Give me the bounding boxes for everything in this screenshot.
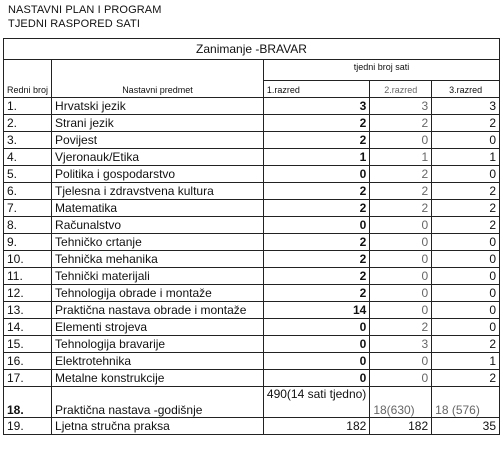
table-row <box>4 234 500 251</box>
table-title: Zanimanje -BRAVAR <box>4 39 500 60</box>
subject-name: Tjelesna i zdravstvena kultura <box>52 183 264 200</box>
hours-grade-1: 1 <box>263 149 369 166</box>
hours-grade-2: 0 <box>370 353 432 370</box>
subject-name: Praktična nastava -godišnje <box>52 387 264 418</box>
header-line-schedule: TJEDNI RASPORED SATI <box>8 18 140 30</box>
hours-grade-2: 0 <box>370 370 432 387</box>
hours-grade-1: 2 <box>263 115 369 132</box>
hours-grade-2: 182 <box>370 418 432 435</box>
hours-grade-3: 0 <box>432 132 500 149</box>
hours-grade-1: 0 <box>263 370 369 387</box>
hours-grade-2: 18(630) <box>370 387 432 418</box>
hours-grade-1: 2 <box>263 251 369 268</box>
table-row <box>4 166 500 183</box>
table-row <box>4 336 500 353</box>
table-row <box>4 302 500 319</box>
hours-grade-3: 0 <box>432 319 500 336</box>
row-number: 16. <box>4 353 52 370</box>
hours-grade-3: 0 <box>432 234 500 251</box>
col-header-grade-2: 2.razred <box>370 81 432 98</box>
header-line-plan: NASTAVNI PLAN I PROGRAM <box>8 4 162 16</box>
hours-grade-2: 0 <box>370 217 432 234</box>
row-number: 8. <box>4 217 52 234</box>
subject-name: Hrvatski jezik <box>52 98 264 115</box>
hours-grade-1: 0 <box>263 353 369 370</box>
hours-grade-3: 1 <box>432 353 500 370</box>
hours-grade-3: 35 <box>432 418 500 435</box>
hours-grade-3: 1 <box>432 149 500 166</box>
row-number: 3. <box>4 132 52 149</box>
row-number: 1. <box>4 98 52 115</box>
hours-grade-1: 0 <box>263 319 369 336</box>
hours-grade-2: 2 <box>370 183 432 200</box>
row-number: 12. <box>4 285 52 302</box>
table-row <box>4 149 500 166</box>
hours-grade-3: 3 <box>432 98 500 115</box>
table-row <box>4 268 500 285</box>
table-row <box>4 353 500 370</box>
table-row <box>4 370 500 387</box>
hours-grade-1: 0 <box>263 166 369 183</box>
row-number: 9. <box>4 234 52 251</box>
hours-grade-1: 182 <box>263 418 369 435</box>
col-header-subject: Nastavni predmet <box>52 60 264 98</box>
table-row <box>4 217 500 234</box>
table-row-annual-practice <box>4 387 500 418</box>
table-row <box>4 251 500 268</box>
header-row <box>4 60 500 81</box>
subject-name: Tehničko crtanje <box>52 234 264 251</box>
hours-grade-1: 2 <box>263 183 369 200</box>
hours-grade-2: 2 <box>370 319 432 336</box>
hours-grade-3: 0 <box>432 285 500 302</box>
table-row-summer-practice <box>4 418 500 435</box>
subject-name: Tehnička mehanika <box>52 251 264 268</box>
hours-grade-2: 2 <box>370 115 432 132</box>
hours-grade-1: 0 <box>263 336 369 353</box>
row-number: 4. <box>4 149 52 166</box>
hours-grade-2: 0 <box>370 285 432 302</box>
hours-grade-1: 2 <box>263 268 369 285</box>
subject-name: Praktična nastava obrade i montaže <box>52 302 264 319</box>
hours-grade-3: 18 (576) <box>432 387 500 418</box>
subject-name: Tehnički materijali <box>52 268 264 285</box>
hours-grade-2: 0 <box>370 251 432 268</box>
hours-grade-3: 2 <box>432 200 500 217</box>
hours-grade-1: 3 <box>263 98 369 115</box>
hours-grade-2: 0 <box>370 268 432 285</box>
subject-name: Elementi strojeva <box>52 319 264 336</box>
row-number: 6. <box>4 183 52 200</box>
hours-grade-3: 0 <box>432 302 500 319</box>
row-number: 19. <box>4 418 52 435</box>
subject-name: Matematika <box>52 200 264 217</box>
hours-grade-3: 2 <box>432 370 500 387</box>
subject-name: Povijest <box>52 132 264 149</box>
subject-name: Elektrotehnika <box>52 353 264 370</box>
subject-name: Strani jezik <box>52 115 264 132</box>
row-number: 17. <box>4 370 52 387</box>
hours-grade-2: 3 <box>370 336 432 353</box>
hours-grade-3: 2 <box>432 217 500 234</box>
subject-name: Metalne konstrukcije <box>52 370 264 387</box>
hours-grade-2: 0 <box>370 234 432 251</box>
table-row <box>4 98 500 115</box>
hours-grade-2: 0 <box>370 132 432 149</box>
hours-grade-3: 2 <box>432 115 500 132</box>
hours-grade-3: 2 <box>432 336 500 353</box>
hours-grade-1: 2 <box>263 132 369 149</box>
row-number: 18. <box>4 387 52 418</box>
row-number: 10. <box>4 251 52 268</box>
col-header-weekly-hours: tjedni broj sati <box>263 60 499 81</box>
title-row <box>4 39 500 60</box>
row-number: 5. <box>4 166 52 183</box>
hours-grade-2: 2 <box>370 200 432 217</box>
hours-grade-2: 0 <box>370 302 432 319</box>
subject-name: Politika i gospodarstvo <box>52 166 264 183</box>
table-row <box>4 183 500 200</box>
document-header <box>8 3 161 31</box>
hours-grade-2: 1 <box>370 149 432 166</box>
subject-name: Računalstvo <box>52 217 264 234</box>
hours-grade-1: 14 <box>263 302 369 319</box>
subject-name: Vjeronauk/Etika <box>52 149 264 166</box>
schedule-table <box>3 38 500 435</box>
hours-grade-1: 0 <box>263 217 369 234</box>
row-number: 13. <box>4 302 52 319</box>
hours-grade-2: 3 <box>370 98 432 115</box>
col-header-grade-3: 3.razred <box>432 81 500 98</box>
row-number: 2. <box>4 115 52 132</box>
table-row <box>4 285 500 302</box>
row-number: 11. <box>4 268 52 285</box>
hours-grade-1: 2 <box>263 200 369 217</box>
table-row <box>4 115 500 132</box>
hours-grade-3: 0 <box>432 251 500 268</box>
table-row <box>4 200 500 217</box>
subject-name: Ljetna stručna praksa <box>52 418 264 435</box>
row-number: 14. <box>4 319 52 336</box>
row-number: 7. <box>4 200 52 217</box>
col-header-number: Redni broj <box>4 60 52 98</box>
col-header-grade-1: 1.razred <box>263 81 369 98</box>
hours-grade-1: 2 <box>263 234 369 251</box>
hours-grade-3: 2 <box>432 183 500 200</box>
hours-grade-1: 490(14 sati tjedno) <box>263 387 369 418</box>
hours-grade-2: 2 <box>370 166 432 183</box>
hours-grade-3: 0 <box>432 268 500 285</box>
subject-name: Tehnologija bravarije <box>52 336 264 353</box>
row-number: 15. <box>4 336 52 353</box>
subject-name: Tehnologija obrade i montaže <box>52 285 264 302</box>
hours-grade-3: 0 <box>432 166 500 183</box>
table-row <box>4 319 500 336</box>
table-row <box>4 132 500 149</box>
hours-grade-1: 2 <box>263 285 369 302</box>
